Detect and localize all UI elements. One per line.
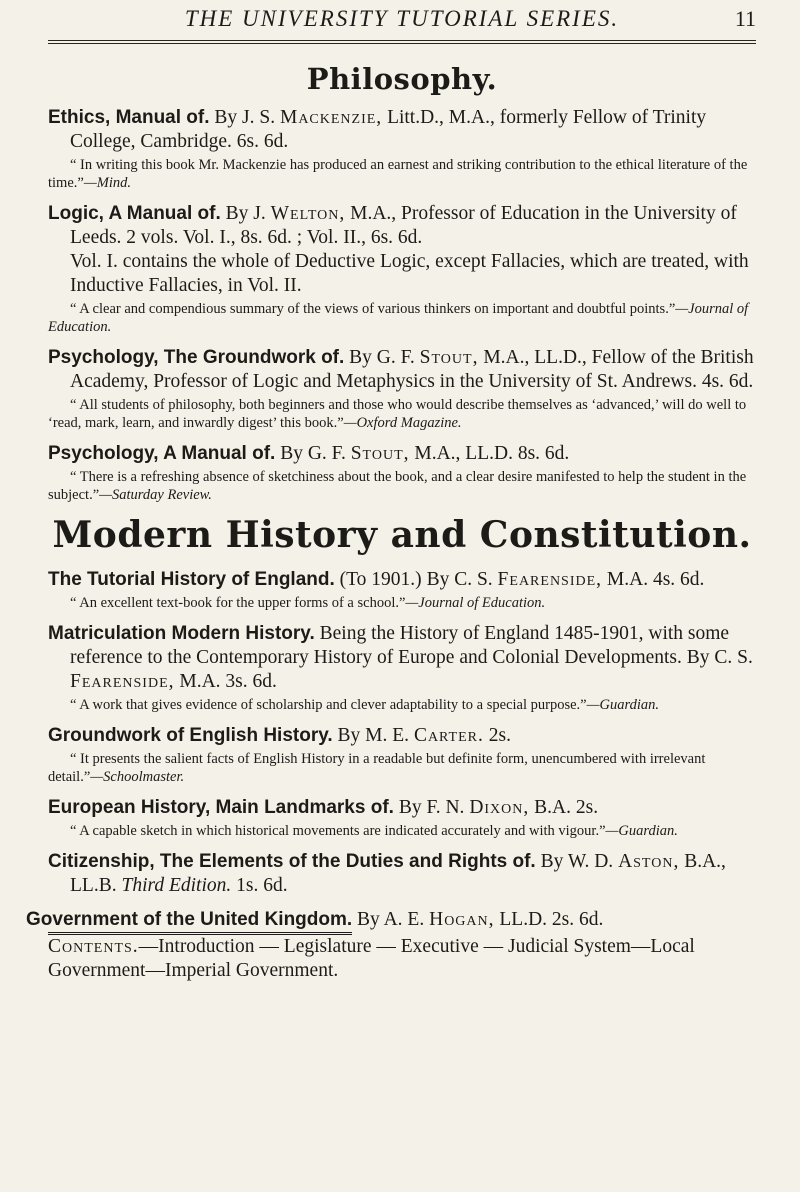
book-details: M.A., LL.D. 8s. 6d.	[414, 443, 570, 464]
book-entry-psychology-manual: Psychology, A Manual of. By G. F. Stout, M.A., LL.D. 8s. 6d. “ There is a refreshing absence of sketchiness about the book, and a clear desire manifested to help the student in the subject.”—Saturday Review.	[48, 442, 756, 504]
author-name: Hogan,	[429, 909, 495, 930]
author-name: Stout,	[350, 443, 410, 464]
book-details: M.A. 4s. 6d.	[606, 569, 705, 590]
book-details: B.A. 2s.	[534, 797, 599, 818]
review-source: —Mind.	[83, 175, 131, 191]
edition-label: Third Edition.	[121, 875, 232, 896]
book-title: Psychology, The Groundwork of.	[48, 347, 345, 368]
review-quote: “ There is a refreshing absence of sketchiness about the book, and a clear desire manifested to help the student in the subject.”—Saturday Review.	[48, 469, 747, 503]
contents-label: Contents.	[48, 936, 139, 957]
book-title: The Tutorial History of England.	[48, 569, 335, 590]
book-title: Logic, A Manual of.	[48, 203, 221, 224]
review-source: —Guardian.	[586, 697, 659, 713]
review-source: —Oxford Magazine.	[343, 415, 462, 431]
page-number: 11	[734, 6, 756, 31]
review-quote: “ In writing this book Mr. Mackenzie has produced an earnest and striking contribution to the ethical literature of the time.”—Mind.	[48, 157, 748, 191]
book-entry-european-history: European History, Main Landmarks of. By F. N. Dixon, B.A. 2s. “ A capable sketch in which historical movements are indicated accurately and with vigour.”—Guardian.	[48, 796, 756, 840]
book-title: Psychology, A Manual of.	[48, 443, 276, 464]
section-heading-history: Modern History and Constitution.	[52, 514, 752, 556]
review-quote: “ A capable sketch in which historical movements are indicated accurately and with vigour.”—Guardian.	[70, 823, 678, 839]
book-entry-citizenship: Citizenship, The Elements of the Duties and Rights of. By W. D. Aston, B.A., LL.B. Third Edition. 1s. 6d.	[48, 851, 726, 896]
book-entry-psychology-groundwork: Psychology, The Groundwork of. By G. F. Stout, M.A., LL.D., Fellow of the British Academy, Professor of Logic and Metaphysics in the University of St. Andrews. 4s. 6d. “ All students of philosophy, both beginners and those who would describe themselves as ‘advanced,’ will do well to ‘read, mark, learn, and inwardly digest’ this book.”—Oxford Magazine.	[48, 346, 756, 432]
book-details: Litt.D., M.A., formerly Fellow of Trinity College, Cambridge. 6s. 6d.	[70, 107, 707, 152]
review-source: —Guardian.	[605, 823, 678, 839]
book-entry-tutorial-history: The Tutorial History of England. (To 1901.) By C. S. Fearenside, M.A. 4s. 6d. “ An excellent text-book for the upper forms of a school.”—Journal of Education.	[48, 568, 756, 612]
author-name: Fearenside,	[70, 671, 175, 692]
review-quote: “ A work that gives evidence of scholarship and clever adaptability to a special purpose.”—Guardian.	[70, 697, 659, 713]
book-title: Citizenship, The Elements of the Duties and Rights of.	[48, 851, 536, 872]
book-details: M.A. 3s. 6d.	[179, 671, 277, 692]
book-details: M.A., LL.D., Fellow of the British Academy, Professor of Logic and Metaphysics in the University of St. Andrews. 4s. 6d.	[70, 347, 754, 392]
book-entry-ethics: Ethics, Manual of. By J. S. Mackenzie, Litt.D., M.A., formerly Fellow of Trinity College, Cambridge. 6s. 6d. “ In writing this book Mr. Mackenzie has produced an earnest and striking contribution to the ethical literature of the time.”—Mind.	[48, 106, 756, 192]
review-source: —Schoolmaster.	[90, 769, 185, 785]
author-name: Carter.	[413, 725, 484, 746]
review-quote: “ All students of philosophy, both beginners and those who would describe themselves as ‘advanced,’ will do well to ‘read, mark, learn, and inwardly digest’ this book.”—Oxford Magazine.	[48, 397, 747, 431]
book-title: Government of the United Kingdom.	[48, 908, 352, 935]
series-title: THE UNIVERSITY TUTORIAL SERIES.	[184, 6, 620, 31]
header-rule	[48, 40, 756, 44]
review-quote: “ A clear and compendious summary of the views of various thinkers on important and doubtful points.”—Journal of Education.	[48, 301, 749, 335]
author-name: Fearenside,	[497, 569, 603, 590]
book-entry-matriculation-history: Matriculation Modern History. Being the History of England 1485-1901, with some reference to the Contemporary History of Europe and Colonial Developments. By C. S. Fearenside, M.A. 3s. 6d. “ A work that gives evidence of scholarship and clever adaptability to a special purpose.”—Guardian.	[48, 622, 756, 714]
review-source: —Journal of Education.	[48, 301, 749, 335]
author-name: Stout,	[419, 347, 479, 368]
book-title: Ethics, Manual of.	[48, 107, 210, 128]
author-name: Dixon,	[469, 797, 530, 818]
review-source: —Saturday Review.	[99, 487, 212, 503]
book-details: LL.D. 2s. 6d.	[499, 909, 604, 930]
review-quote: “ An excellent text-book for the upper forms of a school.”—Journal of Education.	[70, 595, 546, 611]
section-heading-philosophy: Philosophy.	[306, 62, 498, 96]
running-head	[48, 0, 756, 40]
book-title: European History, Main Landmarks of.	[48, 797, 394, 818]
book-entry-logic: Logic, A Manual of. By J. Welton, M.A., Professor of Education in the University of Leeds. 2 vols. Vol. I., 8s. 6d. ; Vol. II., 6s. 6d. Vol. I. contains the whole of Deductive Logic, except Fallacies, which are treated, with Inductive Fallacies, in Vol. II. “ A clear and compendious summary of the views of various thinkers on important and doubtful points.”—Journal of Education.	[48, 202, 756, 336]
book-title: Groundwork of English History.	[48, 725, 333, 746]
book-details: M.A., Professor of Education in the University of Leeds. 2 vols. Vol. I., 8s. 6d. ; Vol. II., 6s. 6d.	[70, 203, 737, 248]
book-details: 1s. 6d.	[236, 875, 288, 896]
book-note: Vol. I. contains the whole of Deductive Logic, except Fallacies, which are treated, with Inductive Fallacies, in Vol. II.	[70, 251, 749, 296]
author-name: Mackenzie,	[279, 107, 383, 128]
book-details: 2s.	[488, 725, 511, 746]
book-title: Matriculation Modern History.	[48, 623, 315, 644]
review-quote: “ It presents the salient facts of English History in a readable but definite form, unencumbered with irrelevant detail.”—Schoolmaster.	[48, 751, 706, 785]
contents-list: Contents.—Introduction — Legislature — Executive — Judicial System—Local Government—Imperial Government.	[48, 936, 695, 981]
author-name: Welton,	[270, 203, 346, 224]
book-entry-government: Government of the United Kingdom. By A. E. Hogan, LL.D. 2s. 6d. Contents.—Introduction — Legislature — Executive — Judicial System—Local Government—Imperial Government.	[48, 908, 756, 983]
book-entry-groundwork-english: Groundwork of English History. By M. E. Carter. 2s. “ It presents the salient facts of English History in a readable but definite form, unencumbered with irrelevant detail.”—Schoolmaster.	[48, 724, 756, 786]
author-name: Aston,	[618, 851, 680, 872]
review-source: —Journal of Education.	[405, 595, 546, 611]
